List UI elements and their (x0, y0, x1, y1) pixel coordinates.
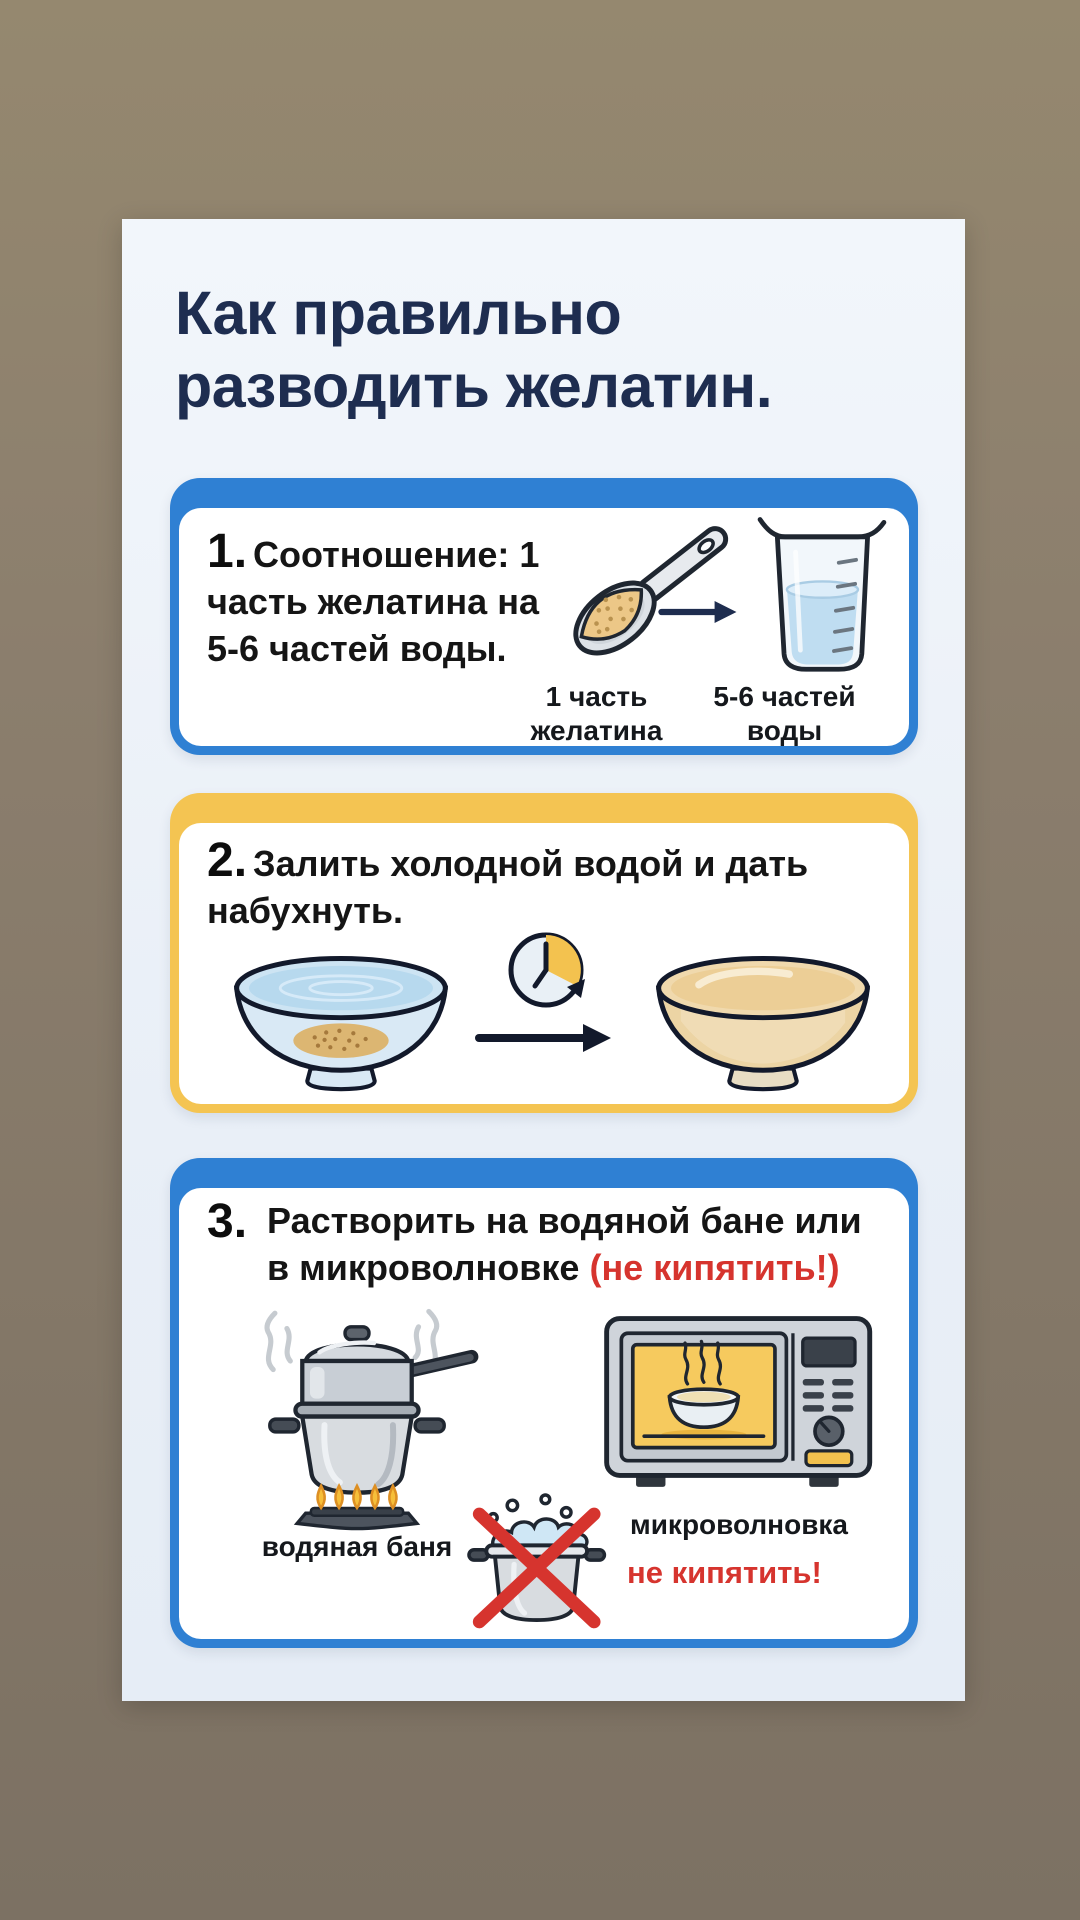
bowl-water-gelatin-illustration (207, 947, 475, 1099)
clock-icon (501, 925, 591, 1015)
step-2-content (179, 823, 909, 1104)
page-title (175, 277, 915, 423)
step-1-text (207, 525, 557, 672)
step-1-card (170, 478, 918, 755)
bain-marie-caption: водяная баня (261, 1531, 453, 1562)
step-3-card (170, 1158, 918, 1648)
arrow-right-icon (659, 598, 739, 626)
bowl-swollen-gelatin-illustration (637, 947, 889, 1099)
beaker-water-illustration (744, 508, 899, 676)
beaker-caption: 5-6 частей воды (713, 681, 856, 746)
step-2-card (170, 793, 918, 1113)
title-line-2: разводить желатин. (175, 352, 773, 421)
step-1-body: Соотношение: 1 часть желатина на 5-6 частей воды. (207, 534, 540, 669)
step-2-text (207, 834, 897, 935)
step-1-number: 1. (207, 525, 248, 578)
title-line-1: Как правильно (175, 279, 622, 347)
microwave-caption: микроволновка (630, 1509, 848, 1540)
step-3-warning-text: (не кипятить!) (589, 1246, 840, 1288)
spoon-gelatin-illustration (569, 516, 729, 666)
step-2-body: Залить холодной водой и дать набухнуть. (207, 843, 809, 931)
no-boil-pot-illustration (462, 1488, 614, 1634)
arrow-right-icon (475, 1021, 615, 1055)
step-2-number: 2. (207, 834, 248, 887)
step-3-body (267, 1198, 879, 1292)
infographic-card (122, 219, 965, 1701)
step-3-text (207, 1195, 879, 1292)
step-3-number: 3. (207, 1195, 248, 1248)
step-1-content (179, 508, 909, 746)
step-3-body-main: Растворить на водяной бане или в микроволновке (267, 1200, 862, 1288)
spoon-caption: 1 часть желатина (530, 681, 663, 746)
step-3-content (179, 1188, 909, 1639)
microwave-illustration (579, 1312, 899, 1504)
no-boil-caption: не кипятить! (627, 1555, 822, 1590)
